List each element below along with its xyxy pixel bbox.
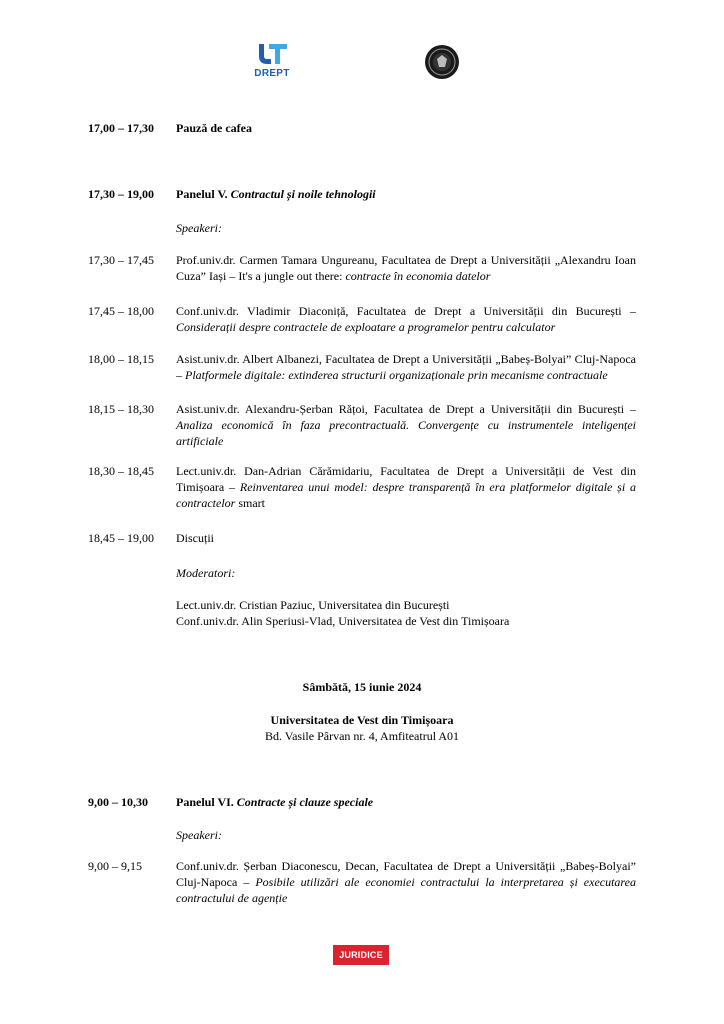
talk-item [88,351,636,383]
speakers-label: Speakeri: [176,828,222,842]
moderator-item: Conf.univ.dr. Alin Speriusi-Vlad, Universitatea de Vest din Timișoara [176,614,510,628]
speaker: Asist.univ.dr. Albert Albanezi, Facultatea de Drept a Universității „Babeș-Bolyai” Cluj-Napoca – [176,352,636,382]
time: 17,30 – 19,00 [88,187,154,201]
ut-logo-icon [254,42,290,68]
time: 18,30 – 18,45 [88,464,154,478]
talk-title: Platformele digitale: extinderea structurii organizaționale prin mecanisme contractuale [185,368,608,382]
speakers-label: Speakeri: [176,221,222,235]
talk-item [88,303,636,335]
talk-title: contracte în economia datelor [345,269,491,283]
time: 9,00 – 10,30 [88,795,148,809]
moderators-label: Moderatori: [176,566,236,580]
speaker: Lect.univ.dr. Dan-Adrian Cărămidariu, Facultatea de Drept a Universității de Vest din Timișoara – [176,464,636,494]
schedule-row-coffee [88,120,636,136]
university-seal-icon [424,44,460,80]
talk-item [88,252,636,284]
talk-item [88,463,636,511]
discussion-label: Discuții [176,531,214,545]
panel-vi-heading [88,794,636,810]
day2-date: Sâmbătă, 15 iunie 2024 [302,680,422,694]
talk-item [88,401,636,449]
talk-title: Reinventarea unui model: despre transparență în era platformelor digitale și a contractelor [176,480,637,510]
speaker: Conf.univ.dr. Vladimir Diaconiță, Facultatea de Drept a Universității din București – [176,304,636,318]
coffee-break: Pauză de cafea [176,121,252,135]
talk-item [88,858,636,906]
drept-logo [254,42,290,82]
panel-prefix: Panelul VI. [176,795,237,809]
juridice-badge: JURIDICE [333,945,389,965]
time: 9,00 – 9,15 [88,859,142,873]
time: 17,45 – 18,00 [88,304,154,318]
time: 18,45 – 19,00 [88,531,154,545]
speaker: Prof.univ.dr. Carmen Tamara Ungureanu, Facultatea de Drept a Universității „Alexandru Ioan Cuza” Iași – [176,253,636,283]
title-tail: smart [235,496,265,510]
speaker: Asist.univ.dr. Alexandru-Șerban Rățoi, Facultatea de Drept a Universității din București – [176,402,636,416]
discussion-row [88,530,636,546]
day2-address: Bd. Vasile Pârvan nr. 4, Amfiteatrul A01 [264,729,460,743]
time: 17,00 – 17,30 [88,121,154,135]
time: 18,00 – 18,15 [88,352,154,366]
panel-title: Contracte și clauze speciale [236,795,374,809]
speaker: Conf.univ.dr. Șerban Diaconescu, Decan, Facultatea de Drept a Universității „Babeș-Bolyai” Cluj-Napoca – [176,859,636,889]
panel-title: Contractul și noile tehnologii [230,187,376,201]
panel-prefix: Panelul V. [176,187,231,201]
moderator-item: Lect.univ.dr. Cristian Paziuc, Universitatea din București [176,598,450,612]
time: 17,30 – 17,45 [88,253,154,267]
day2-venue: Universitatea de Vest din Timișoara [270,713,454,727]
talk-title: Posibile utilizări ale economiei contractului la interpretarea și executarea contractului de agenție [176,875,636,905]
drept-label: DREPT [254,68,290,79]
title-plain: It's a jungle out there: [238,269,346,283]
panel-v-heading [88,186,636,202]
talk-title: Considerații despre contractele de exploatare a programelor pentru calculator [176,320,556,334]
time: 18,15 – 18,30 [88,402,154,416]
talk-title: Analiza economică în faza precontractuală. Convergențe cu instrumentele inteligenței artificiale [176,418,636,448]
